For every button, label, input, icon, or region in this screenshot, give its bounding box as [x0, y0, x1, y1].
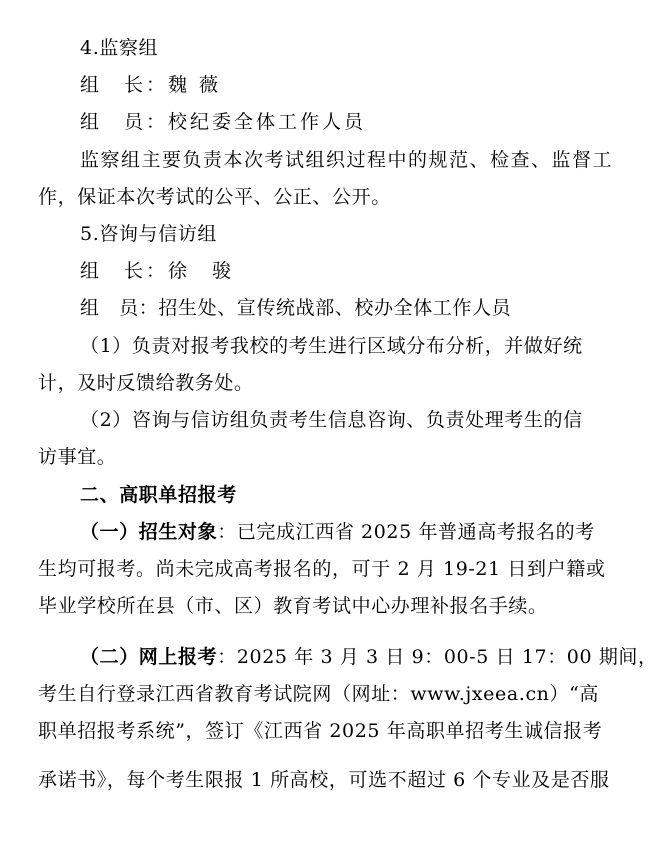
supervision-leader: 组 长：魏 薇	[80, 74, 222, 96]
supervision-members: 组 员：校纪委全体工作人员	[80, 111, 367, 133]
section-heading-vocational-admission: 二、高职单招报考	[80, 484, 237, 506]
online-registration-line-2: 考生自行登录江西省教育考试院网（网址：www.jxeea.cn）“高	[38, 683, 600, 705]
consultation-duty-2-line-1: （2）咨询与信访组负责考生信息咨询、负责处理考生的信	[80, 409, 583, 431]
online-registration-line-1	[80, 644, 658, 670]
enrollment-target-text: 已完成江西省 2025 年普通高考报名的考	[236, 521, 595, 543]
online-registration-line-3: 职单招报考系统”，签订《江西省 2025 年高职单招考生诚信报考	[38, 720, 603, 742]
enrollment-target-colon: ：	[217, 521, 237, 543]
subsection-heading-supervision: 4.监察组	[80, 37, 159, 59]
consultation-duty-1-line-1: （1）负责对报考我校的考生进行区域分布分析，并做好统	[80, 335, 583, 357]
consultation-duty-1-line-2: 计，及时反馈给教务处。	[38, 372, 254, 394]
consultation-members: 组 员：招生处、宣传统战部、校办全体工作人员	[80, 297, 512, 319]
supervision-duty-line-1: 监察组主要负责本次考试组织过程中的规范、检查、监督工	[80, 149, 614, 171]
enrollment-target-label: （一）招生对象	[80, 521, 218, 543]
enrollment-target-line-3: 毕业学校所在县（市、区）教育考试中心办理补报名手续。	[38, 595, 548, 617]
enrollment-target-line-2: 生均可报考。尚未完成高考报名的，可于 2 月 19-21 日到户籍或	[38, 558, 606, 580]
subsection-heading-consultation: 5.咨询与信访组	[80, 223, 217, 245]
online-registration-text: 2025 年 3 月 3 日 9：00-5 日 17：00 期间，	[236, 646, 658, 668]
enrollment-target-line-1	[80, 519, 595, 545]
supervision-duty-line-2: 作，保证本次考试的公平、公正、公开。	[38, 186, 391, 208]
online-registration-colon: ：	[217, 646, 237, 668]
consultation-leader: 组 长：徐 骏	[80, 260, 235, 282]
online-registration-line-4: 承诺书》，每个考生限报 1 所高校，可选不超过 6 个专业及是否服	[38, 769, 610, 791]
consultation-duty-2-line-2: 访事宜。	[38, 446, 117, 468]
online-registration-label: （二）网上报考	[80, 646, 218, 668]
